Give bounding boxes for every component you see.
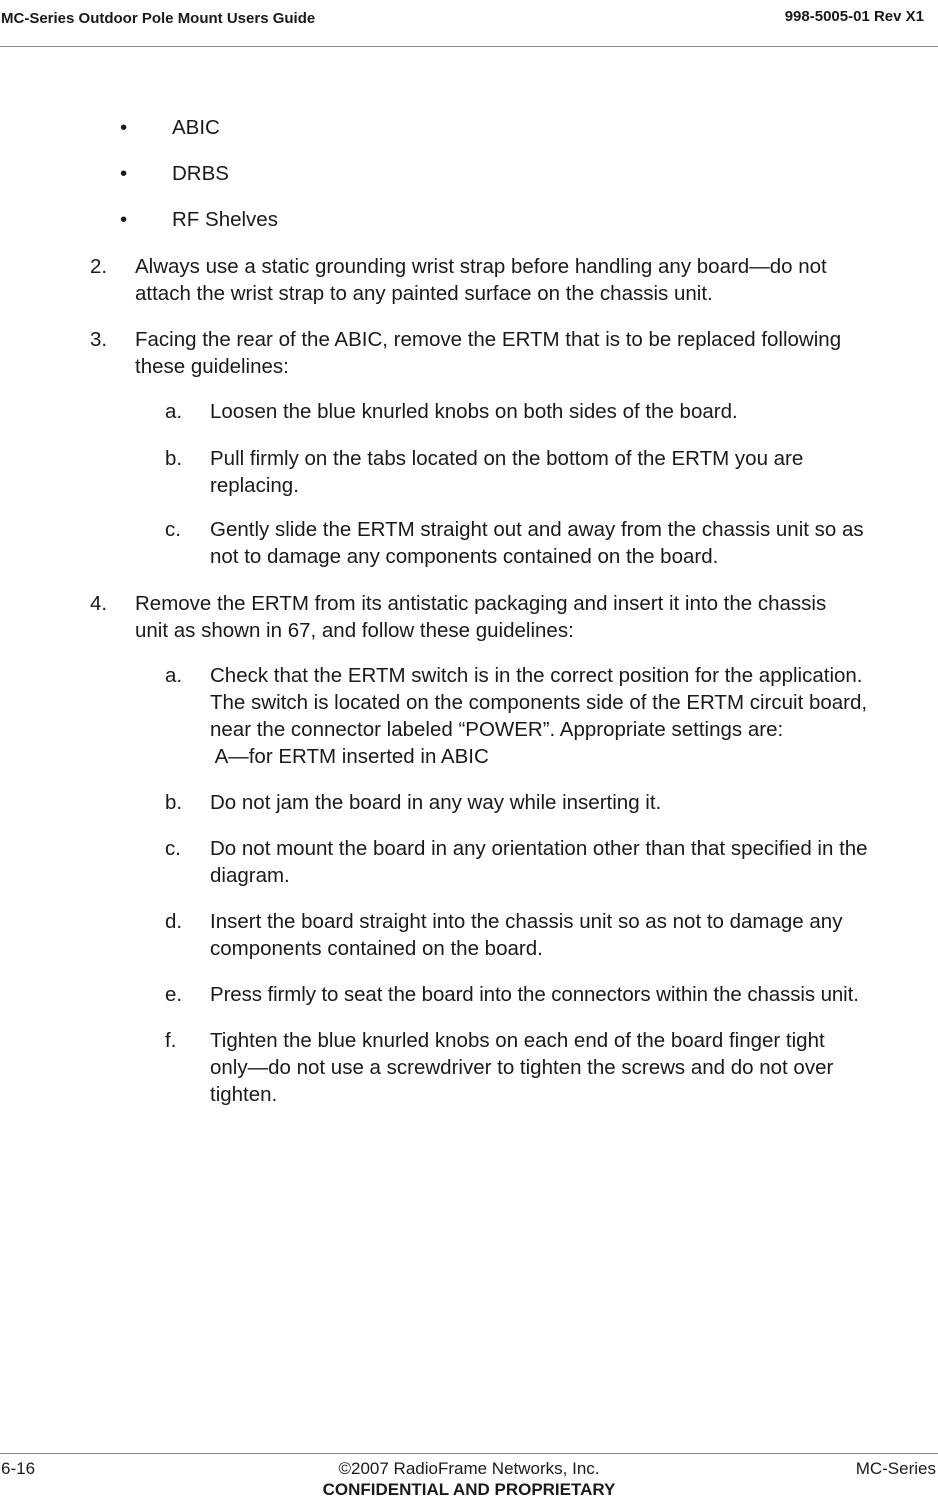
substep-text-line: Do not jam the board in any way while inserting it. [210, 791, 662, 814]
step-text-line: attach the wrist strap to any painted surface on the chassis unit. [135, 282, 713, 305]
step-text-line: Remove the ERTM from its antistatic packaging and insert it into the chassis [135, 592, 827, 615]
step-number: 2. [90, 255, 108, 278]
substep-letter: a. [165, 664, 183, 687]
substep-text-line: Press firmly to seat the board into the connectors within the chassis unit. [210, 983, 859, 1006]
substep-letter: c. [165, 837, 181, 860]
substep-text-line: diagram. [210, 864, 290, 887]
substep-text-line: not to damage any components contained on the board. [210, 545, 719, 568]
substep-letter: d. [165, 910, 183, 933]
substep-text-line: The switch is located on the components side of the ERTM circuit board, [210, 691, 868, 714]
substep-letter: a. [165, 400, 183, 423]
substep-text-line: Do not mount the board in any orientation other than that specified in the [210, 837, 868, 860]
substep-text-line: replacing. [210, 474, 299, 497]
substep-text-line: Loosen the blue knurled knobs on both sides of the board. [210, 400, 738, 423]
confidential-notice: CONFIDENTIAL AND PROPRIETARY [322, 1480, 616, 1499]
substep-text-line: only—do not use a screwdriver to tighten the screws and do not over [210, 1056, 834, 1079]
substep-letter: b. [165, 791, 183, 814]
substep-text-line: Insert the board straight into the chassis unit so as not to damage any [210, 910, 843, 933]
product-series: MC-Series [855, 1459, 936, 1478]
bullet-text: DRBS [172, 162, 229, 185]
step-number: 3. [90, 328, 108, 351]
substep-text-line: Pull firmly on the tabs located on the bottom of the ERTM you are [210, 447, 804, 470]
step-text-line: Facing the rear of the ABIC, remove the ERTM that is to be replaced following [135, 328, 842, 351]
step-text-line: unit as shown in 67, and follow these guidelines: [135, 619, 574, 642]
bullet-text: ABIC [172, 116, 220, 139]
step-text-line: these guidelines: [135, 355, 289, 378]
page-number: 6-16 [1, 1459, 36, 1478]
substep-letter: e. [165, 983, 183, 1006]
substep-letter: f. [165, 1029, 177, 1052]
document-revision: 998-5005-01 Rev X1 [784, 8, 924, 25]
copyright-notice: ©2007 RadioFrame Networks, Inc. [338, 1459, 600, 1478]
bullet-marker: • [120, 116, 128, 139]
bullet-text: RF Shelves [172, 208, 278, 231]
substep-text-line: A—for ERTM inserted in ABIC [210, 745, 489, 768]
bullet-marker: • [120, 208, 128, 231]
page-footer [0, 1453, 938, 1498]
substep-text-line: Tighten the blue knurled knobs on each end of the board finger tight [210, 1029, 825, 1052]
substep-text-line: Gently slide the ERTM straight out and away from the chassis unit so as [210, 518, 864, 541]
page-header [0, 0, 938, 47]
step-number: 4. [90, 592, 108, 615]
substep-text-line: tighten. [210, 1083, 278, 1106]
document-title: MC-Series Outdoor Pole Mount Users Guide [1, 10, 316, 27]
substep-letter: b. [165, 447, 183, 470]
bullet-marker: • [120, 162, 128, 185]
step-text-line: Always use a static grounding wrist strap before handling any board—do not [135, 255, 827, 278]
substep-text-line: components contained on the board. [210, 937, 543, 960]
substep-letter: c. [165, 518, 181, 541]
substep-text-line: Check that the ERTM switch is in the correct position for the application. [210, 664, 863, 687]
substep-text-line: near the connector labeled “POWER”. Appropriate settings are: [210, 718, 784, 741]
